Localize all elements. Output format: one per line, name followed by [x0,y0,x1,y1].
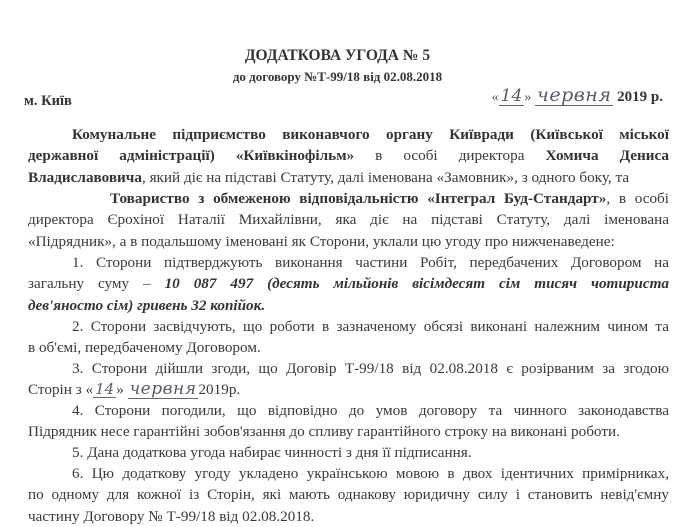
contractor-name: Товариство з обмеженою відповідальністю «Інтеграл Буд-Стандарт» [110,190,607,207]
customer-director: Хомича Дениса [545,147,669,165]
preamble-party-customer: Комунальне підприємство виконавчого органу Київради (Київської міської державної адміністрації) «Київкінофільм» в особі директора Хомича Дениса Владиславовича, який діє на підставі Статуту, далі іменована «Замовник», з одного боку, та [28,126,669,186]
handwritten-termination-month: червня [129,379,197,400]
customer-name-cont: державної адміністрації) «Київкінофільм» [28,147,355,165]
preamble-party-contractor: Товариство з обмеженою відповідальністю «Інтеграл Буд-Стандарт», в особі директора Єрохіної Наталії Михайлівни, яка діє на підставі Статуту, далі іменована «Підрядник», а в подальшому іменовані як Сторони, уклали цю угоду про нижченаведене: [28,190,669,250]
document-date [492,86,663,106]
clause-6: 6. Цю додаткову угоду укладено українською мовою в двох ідентичних примірниках, по одному для кожної із Сторін, які мають однакову юридичну силу і становить невід'ємну частину Договору № Т-99/18 від 02.08.2018. [28,465,669,525]
clause-2: 2. Сторони засвідчують, що роботи в зазначеному обсязі виконані належним чином та в об'ємі, передбаченому Договором. [28,318,669,357]
clause-4: 4. Сторони погодили, що відповідно до умов договору та чинного законодавства Підрядник несе гарантійні зобов'язання до спливу гарантійного строку на виконані роботи. [28,402,669,441]
handwritten-termination-day: 14 [95,380,115,399]
customer-name: Комунальне підприємство виконавчого органу Київради (Київської міської [72,126,669,143]
clause-3: 3. Сторони дійшли згоди, що Договір Т-99/18 від 02.08.2018 є розірваним за згодою Сторін з « 14 » червня 2019р. [28,360,669,400]
clause-5: 5. Дана додаткова угода набирає чинності з дня її підписання. [72,444,472,461]
date-year: 2019 р. [617,89,663,105]
date-open-quote: « [491,90,499,105]
document-subtitle: до договору №Т-99/18 від 02.08.2018 [232,69,443,84]
clause-1: 1. Сторони підтверджують виконання частини Робіт, передбачених Договором на загальну суму – 10 087 497 (десять мільйонів вісімдесят сім тисяч чотириста дев'яносто сім) гривень 32 копійок. [28,254,669,314]
document-title: ДОДАТКОВА УГОДА № 5 [244,47,431,64]
city-label: м. Київ [24,93,72,109]
handwritten-month: червня [537,84,612,106]
contract-amount: 10 087 497 (десять мільйонів вісімдесят сім тисяч чотириста [164,275,669,293]
date-close-quote: » [524,90,532,105]
handwritten-day: 14 [500,86,523,106]
customer-director-cont: Владиславовича [28,168,142,186]
